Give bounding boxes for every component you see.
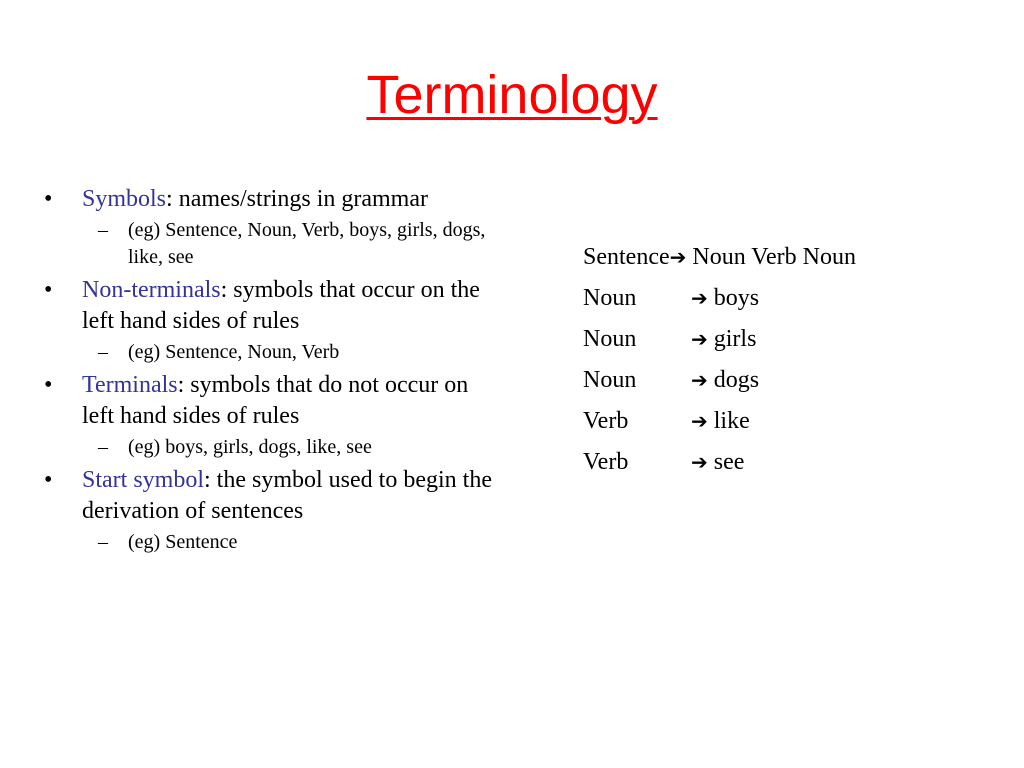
example-text: (eg) Sentence, Noun, Verb, boys, girls, dogs, like, see (128, 219, 486, 268)
rule-lhs: Verb (583, 408, 629, 434)
example-item-non-terminals (44, 339, 494, 366)
grammar-rule (583, 319, 1003, 360)
grammar-rules (583, 237, 1003, 483)
arrow-right-icon: ➔ (691, 286, 708, 310)
arrow-right-icon: ➔ (691, 450, 708, 474)
grammar-rule (583, 278, 1003, 319)
page-title: Terminology (366, 65, 658, 125)
definition-text: : symbols that do not occur on left hand sides of rules (82, 372, 469, 429)
rule-rhs: dogs (713, 367, 760, 393)
term-label: Non-terminals (82, 277, 221, 303)
grammar-rule (583, 360, 1003, 401)
rule-rhs: Noun Verb Noun (692, 244, 856, 270)
dash-icon: – (98, 219, 108, 241)
example-item-start-symbol (44, 529, 494, 556)
term-label: Symbols (82, 186, 167, 212)
arrow-right-icon: ➔ (691, 409, 708, 433)
dash-icon: – (98, 531, 108, 553)
example-text: (eg) Sentence, Noun, Verb (128, 341, 340, 363)
grammar-rule (583, 401, 1003, 442)
bullet-item-non-terminals (44, 275, 494, 337)
rule-lhs: Noun (583, 367, 637, 393)
bullet-icon: • (44, 277, 53, 303)
rule-lhs: Noun (583, 285, 637, 311)
arrow-right-icon: ➔ (669, 245, 687, 269)
bullet-item-terminals (44, 370, 494, 432)
definition-text: : symbols that occur on the left hand sides of rules (82, 277, 480, 334)
definition-text: : the symbol used to begin the derivation of sentences (82, 467, 492, 524)
rule-rhs: see (713, 449, 745, 475)
example-text: (eg) Sentence (128, 531, 238, 553)
rule-rhs: boys (713, 285, 760, 311)
grammar-rule (583, 442, 1003, 483)
bullet-item-symbols (44, 184, 494, 215)
rule-lhs: Sentence (583, 244, 670, 270)
bullet-item-start-symbol (44, 465, 494, 527)
term-label: Terminals (82, 372, 178, 398)
bullet-icon: • (44, 186, 53, 212)
grammar-rule (583, 237, 1003, 278)
rule-lhs: Verb (583, 449, 629, 475)
rule-rhs: like (713, 408, 750, 434)
arrow-right-icon: ➔ (691, 327, 708, 351)
dash-icon: – (98, 436, 108, 458)
term-label: Start symbol (82, 467, 205, 493)
definition-text: : names/strings in grammar (166, 186, 428, 212)
rule-lhs: Noun (583, 326, 637, 352)
dash-icon: – (98, 341, 108, 363)
arrow-right-icon: ➔ (691, 368, 708, 392)
bullet-icon: • (44, 372, 53, 398)
bullet-icon: • (44, 467, 53, 493)
rule-rhs: girls (713, 326, 757, 352)
example-item-terminals (44, 434, 494, 461)
example-item-symbols (44, 217, 494, 271)
definitions-list (44, 184, 494, 560)
example-text: (eg) boys, girls, dogs, like, see (128, 436, 372, 458)
